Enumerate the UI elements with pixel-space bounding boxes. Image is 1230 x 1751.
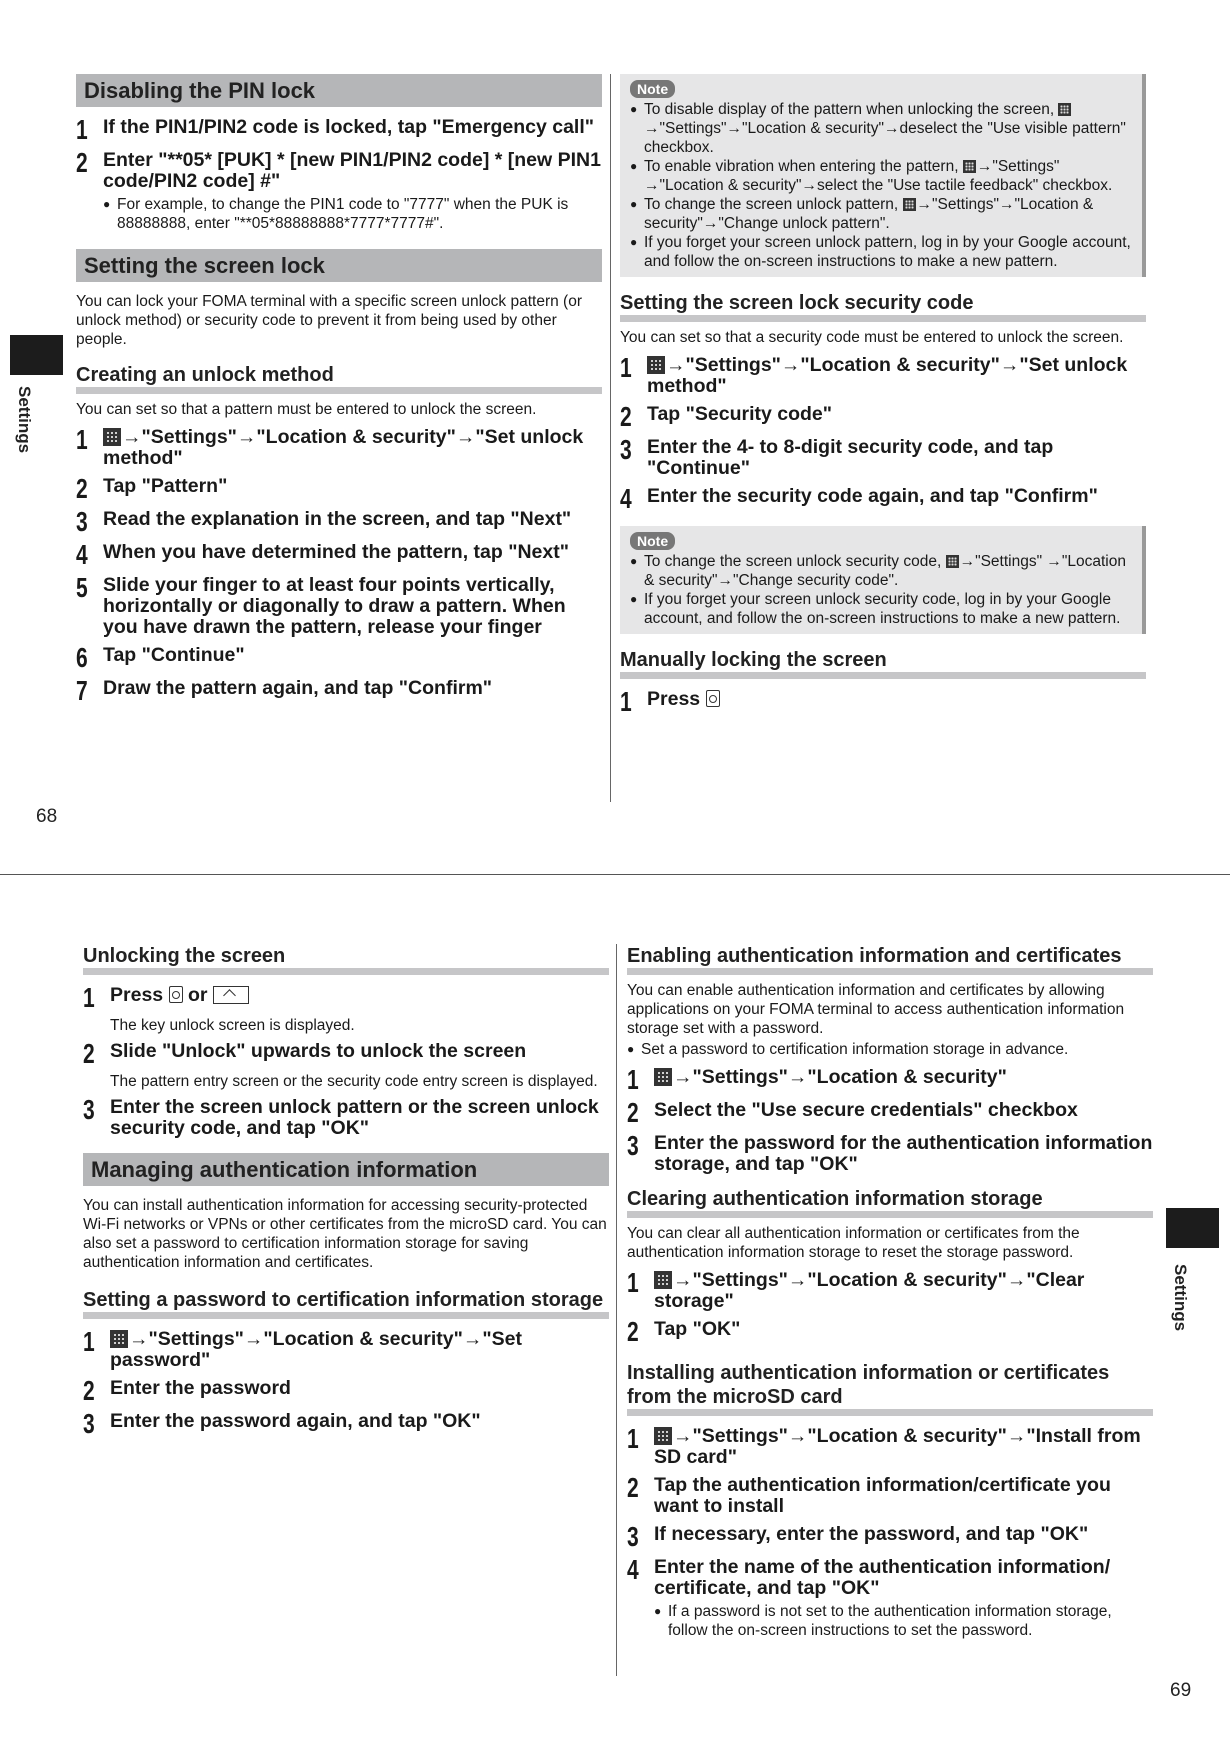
note-bullet — [630, 552, 1134, 590]
bullet-text: →"Settings"→"Location & security"→deselect the "Use visible pattern" checkbox. — [644, 120, 1126, 156]
note-label: Note — [630, 532, 675, 550]
menu-icon — [110, 1330, 128, 1348]
step-text: Slide "Unlock" upwards to unlock the screen — [110, 1040, 527, 1062]
step-text: Tap the authentication information/certificate you want to install — [654, 1474, 1111, 1517]
step-number: 1 — [83, 1326, 95, 1357]
step — [83, 1326, 609, 1371]
step — [627, 1267, 1153, 1312]
menu-icon — [1058, 103, 1071, 116]
note-box — [620, 74, 1146, 277]
step — [83, 1408, 609, 1439]
step-text: →"Settings"→"Location & security" — [673, 1066, 1007, 1088]
step-number: 1 — [620, 686, 632, 717]
bullet-text: If you forget your screen unlock security code, log in by your Google account, and follow the on-screen instructions to make a new pattern. — [644, 591, 1121, 627]
step-text: Tap "Pattern" — [103, 475, 228, 497]
step-text: →"Settings"→"Location & security"→"Install from SD card" — [654, 1425, 1141, 1468]
bullet-text: →"Settings" →"Location & security"→select the "Use tactile feedback" checkbox. — [644, 158, 1113, 194]
step — [83, 982, 609, 1013]
step-text: →"Settings"→"Location & security"→"Clear storage" — [654, 1269, 1085, 1312]
step-number: 1 — [76, 114, 88, 145]
step — [76, 506, 602, 537]
step — [627, 1097, 1153, 1128]
side-label: Settings — [15, 386, 34, 454]
step — [76, 424, 602, 469]
step-text: If the PIN1/PIN2 code is locked, tap "Emergency call" — [103, 116, 594, 138]
menu-icon — [654, 1427, 672, 1445]
step — [83, 1375, 609, 1406]
bullet-dot-icon: ● — [630, 592, 638, 606]
power-key-icon — [706, 690, 720, 707]
subsection-title: Unlocking the screen — [83, 944, 609, 975]
right-column — [627, 944, 1153, 1640]
step-number: 1 — [627, 1267, 639, 1298]
bullet-dot-icon: ● — [630, 197, 638, 211]
body-text: You can clear all authentication information or certificates from the authentication information storage to reset the storage password. — [627, 1225, 1080, 1261]
bullet-dot-icon: ● — [103, 197, 111, 211]
column-divider — [616, 944, 617, 1676]
menu-icon — [946, 555, 959, 568]
page-number: 68 — [36, 806, 58, 827]
step-text: Enter the password again, and tap "OK" — [110, 1410, 481, 1432]
bullet-text: If a password is not set to the authentication information storage, follow the on-screen instructions to set the password. — [668, 1603, 1112, 1639]
step — [76, 114, 602, 145]
step-number: 6 — [76, 642, 88, 673]
home-key-icon — [213, 986, 249, 1004]
menu-icon — [963, 160, 976, 173]
step-number: 3 — [627, 1521, 639, 1552]
note-bullet — [630, 157, 1134, 195]
step-text: Press — [647, 688, 701, 710]
bullet-dot-icon: ● — [630, 554, 638, 568]
step-text: →"Settings"→"Location & security"→"Set unlock method" — [647, 354, 1128, 397]
subsection-title: Setting the screen lock security code — [620, 291, 1146, 322]
step-number: 2 — [627, 1316, 639, 1347]
subsection-title: Installing authentication information or certificates from the microSD card — [627, 1361, 1153, 1416]
menu-icon — [903, 198, 916, 211]
page-number: 69 — [1170, 1680, 1192, 1701]
step — [76, 539, 602, 570]
body-text: You can enable authentication information and certificates by allowing applications on your FOMA terminal to access authentication information storage set with a password. — [627, 982, 1125, 1037]
step — [627, 1130, 1153, 1175]
step — [83, 1038, 609, 1069]
subsection-title: Creating an unlock method — [76, 363, 602, 394]
step — [627, 1472, 1153, 1517]
step-number: 2 — [620, 401, 632, 432]
step-number: 4 — [76, 539, 88, 570]
step — [83, 1094, 609, 1139]
menu-icon — [103, 428, 121, 446]
step-number: 3 — [83, 1408, 95, 1439]
step — [620, 352, 1146, 397]
bullet-text: If you forget your screen unlock pattern, log in by your Google account, and follow the on-screen instructions to make a new pattern. — [644, 234, 1131, 270]
step-description: The key unlock screen is displayed. — [110, 1017, 355, 1034]
subsection-title: Setting a password to certification information storage — [83, 1288, 609, 1319]
step-number: 3 — [620, 434, 632, 465]
step-number: 1 — [627, 1064, 639, 1095]
bullet-dot-icon: ● — [630, 102, 638, 116]
bullet-text: →"Settings" →"Location & security"→"Change security code". — [644, 553, 1126, 589]
note-bullet — [630, 233, 1134, 271]
bullet-text: To change the screen unlock security code, — [644, 553, 946, 570]
step-number: 2 — [76, 473, 88, 504]
subsection-title: Clearing authentication information storage — [627, 1187, 1153, 1218]
step-number: 7 — [76, 675, 88, 706]
body-text: You can lock your FOMA terminal with a specific screen unlock pattern (or unlock method) or security code to prevent it from being used by other people. — [76, 293, 582, 348]
body-text: You can set so that a pattern must be entered to unlock the screen. — [76, 401, 537, 418]
step — [620, 686, 1146, 717]
step-text: Draw the pattern again, and tap "Confirm" — [103, 677, 493, 699]
note-bullet — [630, 590, 1134, 628]
body-text: You can install authentication information for accessing security-protected Wi-Fi networks or VPNs or other certificates from the microSD card. You can also set a password to certification information storage for saving authentication information and certificates. — [83, 1197, 607, 1271]
step — [76, 642, 602, 673]
body-text: You can set so that a security code must be entered to unlock the screen. — [620, 329, 1124, 346]
step — [627, 1521, 1153, 1552]
step — [627, 1064, 1153, 1095]
step-number: 1 — [83, 982, 95, 1013]
note-bullet — [630, 195, 1134, 233]
subsection-title: Manually locking the screen — [620, 648, 1146, 679]
step-text: →"Settings"→"Location & security"→"Set unlock method" — [103, 426, 584, 469]
bullet-text: To disable display of the pattern when unlocking the screen, — [644, 101, 1059, 118]
power-key-icon — [169, 986, 183, 1003]
bullet-text: For example, to change the PIN1 code to "7777" when the PUK is 88888888, enter "**05*88888888*7777*7777#". — [117, 196, 569, 232]
step — [627, 1423, 1153, 1468]
step-text: Select the "Use secure credentials" checkbox — [654, 1099, 1078, 1121]
step-text: or — [187, 984, 208, 1006]
bullet-text: →"Settings"→"Location & security"→"Change unlock pattern". — [644, 196, 1094, 232]
section-title: Managing authentication information — [83, 1153, 609, 1186]
menu-icon — [647, 356, 665, 374]
page-68 — [0, 0, 1230, 860]
step-number: 2 — [76, 147, 88, 178]
step-text: Enter the screen unlock pattern or the screen unlock security code, and tap "OK" — [110, 1096, 599, 1139]
menu-icon — [654, 1068, 672, 1086]
step-description: The pattern entry screen or the security code entry screen is displayed. — [110, 1073, 598, 1090]
step — [627, 1316, 1153, 1347]
note-bullet — [630, 100, 1134, 157]
page-69 — [0, 860, 1230, 1751]
section-title: Disabling the PIN lock — [76, 74, 602, 107]
step-text: Enter "**05* [PUK] * [new PIN1/PIN2 code] * [new PIN1 code/PIN2 code] #" — [103, 149, 601, 192]
step-number: 2 — [83, 1038, 95, 1069]
step-number: 1 — [620, 352, 632, 383]
step — [620, 483, 1146, 514]
step-text: Enter the security code again, and tap "Confirm" — [647, 485, 1098, 507]
step-number: 4 — [620, 483, 632, 514]
step — [76, 572, 602, 638]
bullet-item — [627, 1040, 1153, 1059]
step-number: 2 — [627, 1097, 639, 1128]
step-number: 4 — [627, 1554, 639, 1585]
step — [627, 1554, 1153, 1599]
side-label: Settings — [1171, 1264, 1190, 1332]
step-number: 3 — [83, 1094, 95, 1125]
bullet-item — [654, 1602, 1153, 1640]
step — [620, 434, 1146, 479]
side-tab-marker — [1166, 1208, 1219, 1248]
bullet-item — [103, 195, 602, 233]
note-box — [620, 526, 1146, 634]
step-text: Read the explanation in the screen, and tap "Next" — [103, 508, 572, 530]
step-number: 2 — [83, 1375, 95, 1406]
subsection-title: Enabling authentication information and certificates — [627, 944, 1153, 975]
step — [76, 147, 602, 192]
bullet-text: Set a password to certification information storage in advance. — [641, 1041, 1069, 1058]
step — [620, 401, 1146, 432]
bullet-dot-icon: ● — [630, 235, 638, 249]
right-column — [620, 74, 1146, 722]
step-text: If necessary, enter the password, and tap "OK" — [654, 1523, 1089, 1545]
step — [76, 473, 602, 504]
step-number: 3 — [76, 506, 88, 537]
step-text: Enter the 4- to 8-digit security code, and tap "Continue" — [647, 436, 1054, 479]
step-text: Press — [110, 984, 164, 1006]
step-number: 1 — [627, 1423, 639, 1454]
column-divider — [610, 74, 611, 802]
step-number: 1 — [76, 424, 88, 455]
left-column — [83, 944, 609, 1444]
step — [76, 675, 602, 706]
step-number: 2 — [627, 1472, 639, 1503]
step-text: Enter the password for the authentication information storage, and tap "OK" — [654, 1132, 1153, 1175]
step-number: 3 — [627, 1130, 639, 1161]
left-column — [76, 74, 602, 711]
step-text: When you have determined the pattern, tap "Next" — [103, 541, 569, 563]
step-text: Tap "Continue" — [103, 644, 245, 666]
note-label: Note — [630, 80, 675, 98]
menu-icon — [654, 1271, 672, 1289]
section-title: Setting the screen lock — [76, 249, 602, 282]
step-text: Tap "Security code" — [647, 403, 833, 425]
step-text: Enter the password — [110, 1377, 291, 1399]
step-text: Tap "OK" — [654, 1318, 741, 1340]
bullet-text: To change the screen unlock pattern, — [644, 196, 903, 213]
step-text: →"Settings"→"Location & security"→"Set password" — [110, 1328, 522, 1371]
bullet-dot-icon: ● — [627, 1042, 635, 1056]
bullet-text: To enable vibration when entering the pattern, — [644, 158, 963, 175]
bullet-dot-icon: ● — [654, 1604, 662, 1618]
step-number: 5 — [76, 572, 88, 603]
side-tab-marker — [10, 335, 63, 375]
bullet-dot-icon: ● — [630, 159, 638, 173]
step-text: Slide your finger to at least four points vertically, horizontally or diagonally to draw a pattern. When you have drawn the pattern, release your finger — [103, 574, 566, 638]
step-text: Enter the name of the authentication information/ certificate, and tap "OK" — [654, 1556, 1111, 1599]
